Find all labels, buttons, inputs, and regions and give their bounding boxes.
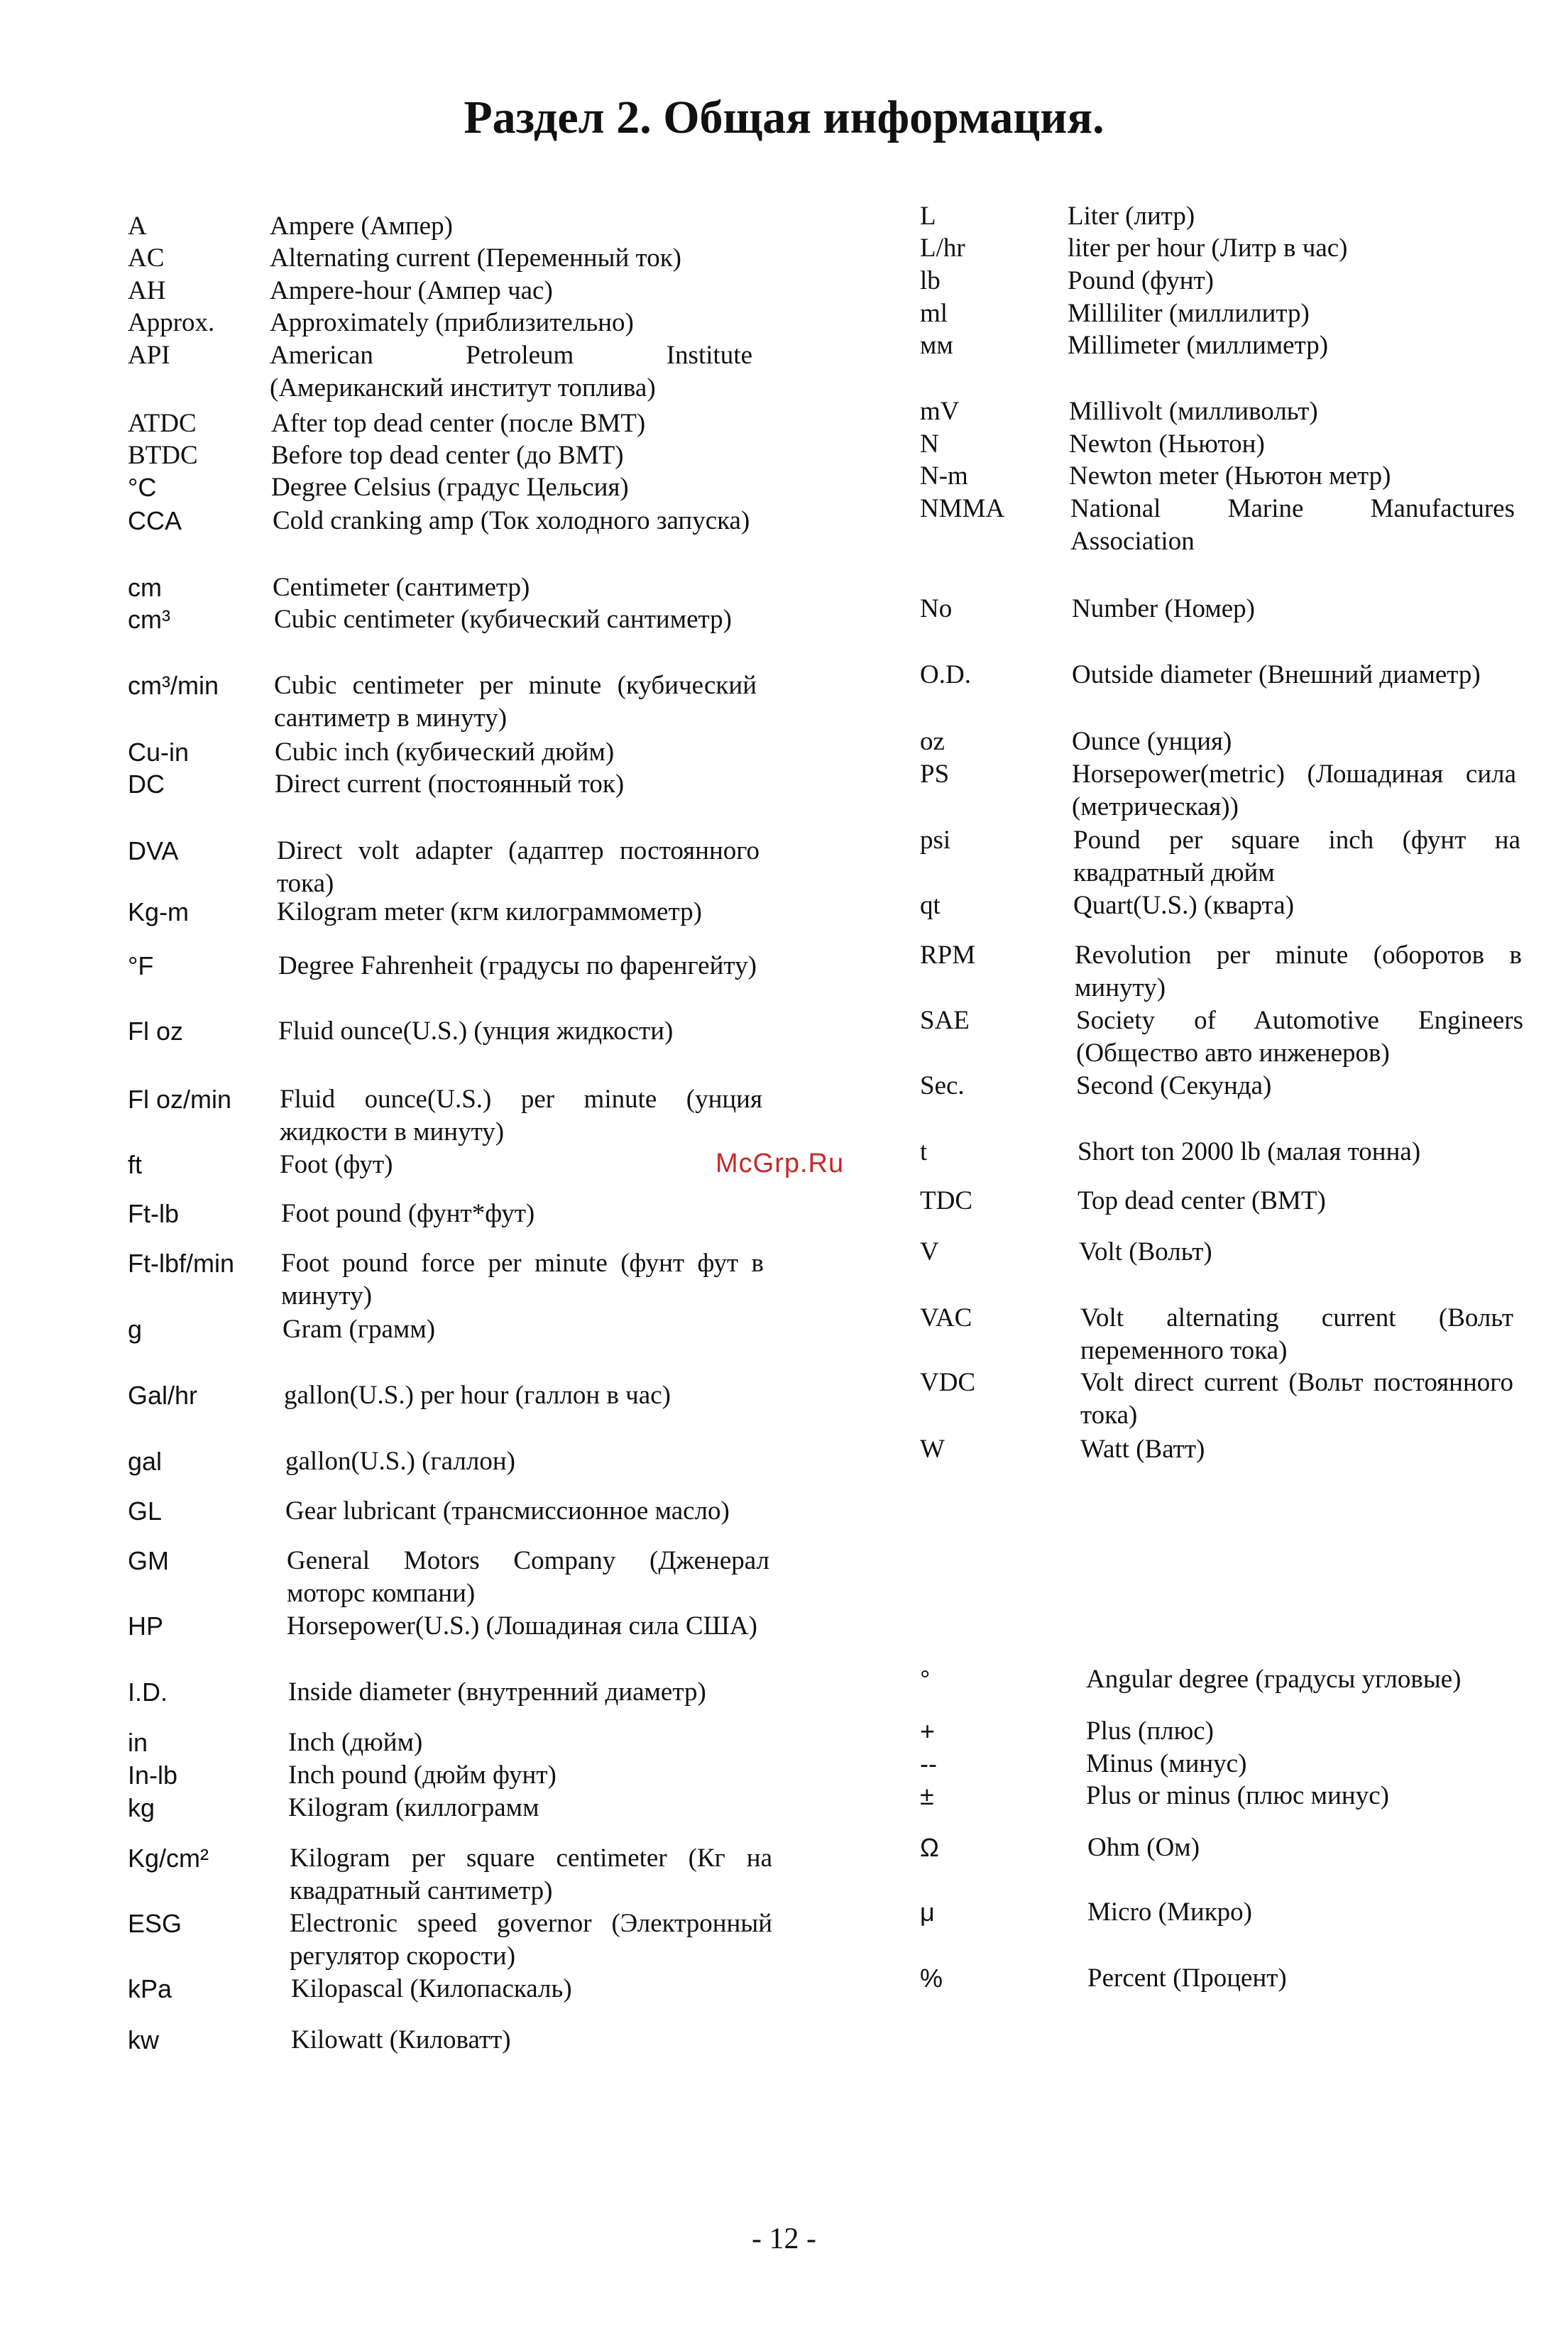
glossary-definition: Inside diameter (внутренний диаметр) <box>288 1677 706 1707</box>
glossary-definition: Volt alternating current (Вольт переменного тока) <box>1080 1303 1513 1365</box>
glossary-abbr: ° <box>920 1665 931 1694</box>
glossary-definition: Fluid ounce(U.S.) (унция жидкости) <box>278 1017 674 1046</box>
glossary-abbr: DC <box>128 770 165 799</box>
glossary-abbr: BTDC <box>128 441 198 470</box>
glossary-definition: Volt (Вольт) <box>1079 1237 1212 1266</box>
glossary-abbr: AH <box>128 276 166 305</box>
glossary-definition: Direct volt adapter (адаптер постоянного тока) <box>277 836 760 898</box>
glossary-abbr: A <box>128 212 147 241</box>
glossary-definition: Inch pound (дюйм фунт) <box>288 1761 557 1790</box>
glossary-abbr: oz <box>920 727 945 756</box>
glossary-abbr: cm³ <box>128 605 170 634</box>
glossary-definition: Degree Celsius (градус Цельсия) <box>271 473 629 502</box>
glossary-definition: Ampere-hour (Ампер час) <box>270 276 553 305</box>
glossary-abbr: μ <box>920 1898 935 1927</box>
glossary-abbr: in <box>128 1728 148 1757</box>
glossary-definition: Gram (грамм) <box>283 1315 436 1344</box>
glossary-definition: Percent (Процент) <box>1087 1964 1287 1993</box>
glossary-abbr: cm³/min <box>128 671 219 700</box>
glossary-definition: Quart(U.S.) (кварта) <box>1073 891 1295 920</box>
glossary-abbr: N-m <box>920 461 968 491</box>
glossary-abbr: мм <box>920 331 953 360</box>
glossary-abbr: SAE <box>920 1006 970 1035</box>
glossary-definition: Minus (минус) <box>1086 1749 1247 1778</box>
glossary-abbr: L/hr <box>920 234 965 263</box>
glossary-abbr: Kg-m <box>128 897 190 926</box>
glossary-definition: American Petroleum Institute (Американский институт топлива) <box>270 341 752 403</box>
glossary-definition: Approximately (приблизительно) <box>270 308 634 337</box>
glossary-abbr: API <box>128 341 170 370</box>
glossary-abbr: mV <box>920 397 960 426</box>
glossary-abbr: Cu-in <box>128 738 190 767</box>
glossary-abbr: HP <box>128 1611 164 1641</box>
glossary-abbr: VDC <box>920 1368 976 1397</box>
glossary-abbr: In-lb <box>128 1761 178 1790</box>
glossary-abbr: NMMA <box>920 494 1005 523</box>
glossary-definition: Ohm (Ом) <box>1087 1833 1200 1862</box>
glossary-abbr: ± <box>920 1781 934 1810</box>
glossary-abbr: Gal/hr <box>128 1381 198 1410</box>
glossary-definition: Pound (фунт) <box>1068 266 1214 295</box>
glossary-abbr: AC <box>128 243 165 273</box>
glossary-abbr: DVA <box>128 836 179 865</box>
glossary-abbr: V <box>920 1237 939 1266</box>
glossary-definition: Newton (Ньютон) <box>1069 429 1265 459</box>
glossary-abbr: W <box>920 1435 945 1464</box>
glossary-definition: Ounce (унция) <box>1072 727 1232 756</box>
glossary-definition: National Marine Manufactures Association <box>1070 494 1515 556</box>
glossary-definition: Ampere (Ампер) <box>270 212 453 241</box>
glossary-abbr: O.D. <box>920 660 971 689</box>
glossary-definition: Electronic speed governor (Электронный регулятор скорости) <box>290 1909 772 1971</box>
glossary-definition: Outside diameter (Внешний диаметр) <box>1072 660 1481 689</box>
glossary-definition: Kilogram (киллограмм <box>288 1793 539 1822</box>
glossary-abbr: Ft-lbf/min <box>128 1249 235 1278</box>
glossary-abbr: % <box>920 1964 943 1993</box>
glossary-abbr: ESG <box>128 1909 182 1938</box>
glossary-definition: Foot pound (фунт*фут) <box>281 1199 535 1228</box>
glossary-abbr: cm <box>128 573 162 602</box>
glossary-definition: Horsepower(U.S.) (Лошадиная сила США) <box>287 1611 757 1641</box>
glossary-definition: Kilopascal (Килопаскаль) <box>291 1974 572 2003</box>
glossary-definition: Horsepower(metric) (Лошадиная сила (метрическая)) <box>1072 760 1516 821</box>
glossary-definition: Centimeter (сантиметр) <box>273 573 530 602</box>
glossary-definition: Direct current (постоянный ток) <box>275 770 625 799</box>
glossary-definition: Inch (дюйм) <box>288 1728 423 1757</box>
glossary-abbr: gal <box>128 1447 163 1476</box>
glossary-abbr: Fl oz/min <box>128 1085 232 1114</box>
glossary-abbr: Fl oz <box>128 1017 184 1046</box>
glossary-definition: gallon(U.S.) (галлон) <box>285 1447 515 1476</box>
glossary-abbr: RPM <box>920 941 976 970</box>
glossary-definition: Cubic inch (кубический дюйм) <box>275 738 615 767</box>
glossary-definition: Number (Номер) <box>1072 594 1255 623</box>
glossary-abbr: PS <box>920 760 950 789</box>
glossary-abbr: I.D. <box>128 1677 168 1707</box>
glossary-definition: General Motors Company (Дженерал моторс компани) <box>287 1546 769 1608</box>
glossary-definition: Plus or minus (плюс минус) <box>1086 1781 1389 1810</box>
glossary-definition: After top dead center (после ВМТ) <box>271 409 646 438</box>
page-title: Раздел 2. Общая информация. <box>464 92 1104 143</box>
glossary-abbr: g <box>128 1315 143 1344</box>
glossary-abbr: ATDC <box>128 409 197 438</box>
glossary-abbr: ml <box>920 299 948 328</box>
glossary-definition: Cubic centimeter per minute (кубический сантиметр в минуту) <box>274 671 757 733</box>
glossary-definition: Cubic centimeter (кубический сантиметр) <box>274 605 732 634</box>
glossary-abbr: VAC <box>920 1303 972 1332</box>
watermark: McGrp.Ru <box>716 1149 845 1178</box>
glossary-abbr: psi <box>920 826 951 855</box>
glossary-abbr: °F <box>128 951 154 980</box>
glossary-definition: Newton meter (Ньютон метр) <box>1069 461 1391 491</box>
glossary-abbr: CCA <box>128 506 182 535</box>
glossary-abbr: GM <box>128 1546 169 1575</box>
glossary-abbr: Sec. <box>920 1071 965 1100</box>
glossary-definition: Watt (Ватт) <box>1080 1435 1205 1464</box>
glossary-definition: gallon(U.S.) per hour (галлон в час) <box>284 1381 671 1410</box>
glossary-abbr: No <box>920 594 953 623</box>
glossary-abbr: kg <box>128 1793 155 1822</box>
glossary-abbr: Kg/cm² <box>128 1844 209 1873</box>
page-number: - 12 - <box>752 2223 816 2255</box>
glossary-abbr: lb <box>920 266 941 295</box>
glossary-definition: Second (Секунда) <box>1076 1071 1272 1100</box>
glossary-definition: Top dead center (ВМТ) <box>1078 1186 1326 1215</box>
glossary-definition: Before top dead center (до ВМТ) <box>271 441 624 470</box>
glossary-definition: Alternating current (Переменный ток) <box>270 243 681 273</box>
glossary-definition: Micro (Микро) <box>1087 1898 1252 1927</box>
glossary-definition: Foot pound force per minute (фунт фут в минуту) <box>281 1249 764 1310</box>
glossary-definition: Kilogram meter (кгм килограммометр) <box>277 897 702 926</box>
glossary-abbr: Ω <box>920 1833 939 1862</box>
glossary-abbr: qt <box>920 891 941 920</box>
glossary-definition: Revolution per minute (оборотов в минуту) <box>1075 941 1522 1002</box>
glossary-abbr: -- <box>920 1749 937 1778</box>
glossary-abbr: N <box>920 429 939 459</box>
glossary-abbr: t <box>920 1137 928 1166</box>
glossary-abbr: L <box>920 202 936 231</box>
glossary-definition: liter per hour (Литр в час) <box>1068 234 1348 263</box>
glossary-abbr: °C <box>128 473 157 502</box>
glossary-definition: Foot (фут) <box>280 1150 393 1179</box>
glossary-definition: Gear lubricant (трансмиссионное масло) <box>285 1496 730 1526</box>
glossary-definition: Society of Automotive Engineers (Общество авто инженеров) <box>1076 1006 1523 1068</box>
glossary-definition: Pound per square inch (фунт на квадратный дюйм <box>1073 826 1520 887</box>
glossary-definition: Kilogram per square centimeter (Кг на квадратный сантиметр) <box>290 1844 772 1905</box>
glossary-definition: Angular degree (градусы угловые) <box>1086 1665 1462 1694</box>
glossary-definition: Milliliter (миллилитр) <box>1068 299 1310 328</box>
glossary-abbr: GL <box>128 1496 163 1526</box>
glossary-definition: Liter (литр) <box>1068 202 1195 231</box>
glossary-definition: Plus (плюс) <box>1086 1717 1214 1746</box>
glossary-definition: Kilowatt (Киловатт) <box>291 2025 511 2054</box>
glossary-definition: Short ton 2000 lb (малая тонна) <box>1078 1137 1421 1166</box>
glossary-definition: Millivolt (милливольт) <box>1069 397 1318 426</box>
glossary-definition: Millimeter (миллиметр) <box>1068 331 1329 360</box>
glossary-definition: Volt direct current (Вольт постоянного тока) <box>1080 1368 1513 1430</box>
glossary-definition: Fluid ounce(U.S.) per minute (унция жидкости в минуту) <box>280 1085 762 1146</box>
glossary-abbr: + <box>920 1717 936 1746</box>
glossary-abbr: kw <box>128 2025 159 2054</box>
glossary-abbr: kPa <box>128 1974 172 2003</box>
glossary-definition: Cold cranking amp (Ток холодного запуска) <box>273 506 750 535</box>
glossary-abbr: ft <box>128 1150 143 1179</box>
glossary-abbr: Approx. <box>128 308 215 337</box>
glossary-definition: Degree Fahrenheit (градусы по фаренгейту) <box>278 951 757 980</box>
glossary-abbr: TDC <box>920 1186 972 1215</box>
glossary-abbr: Ft-lb <box>128 1199 179 1228</box>
